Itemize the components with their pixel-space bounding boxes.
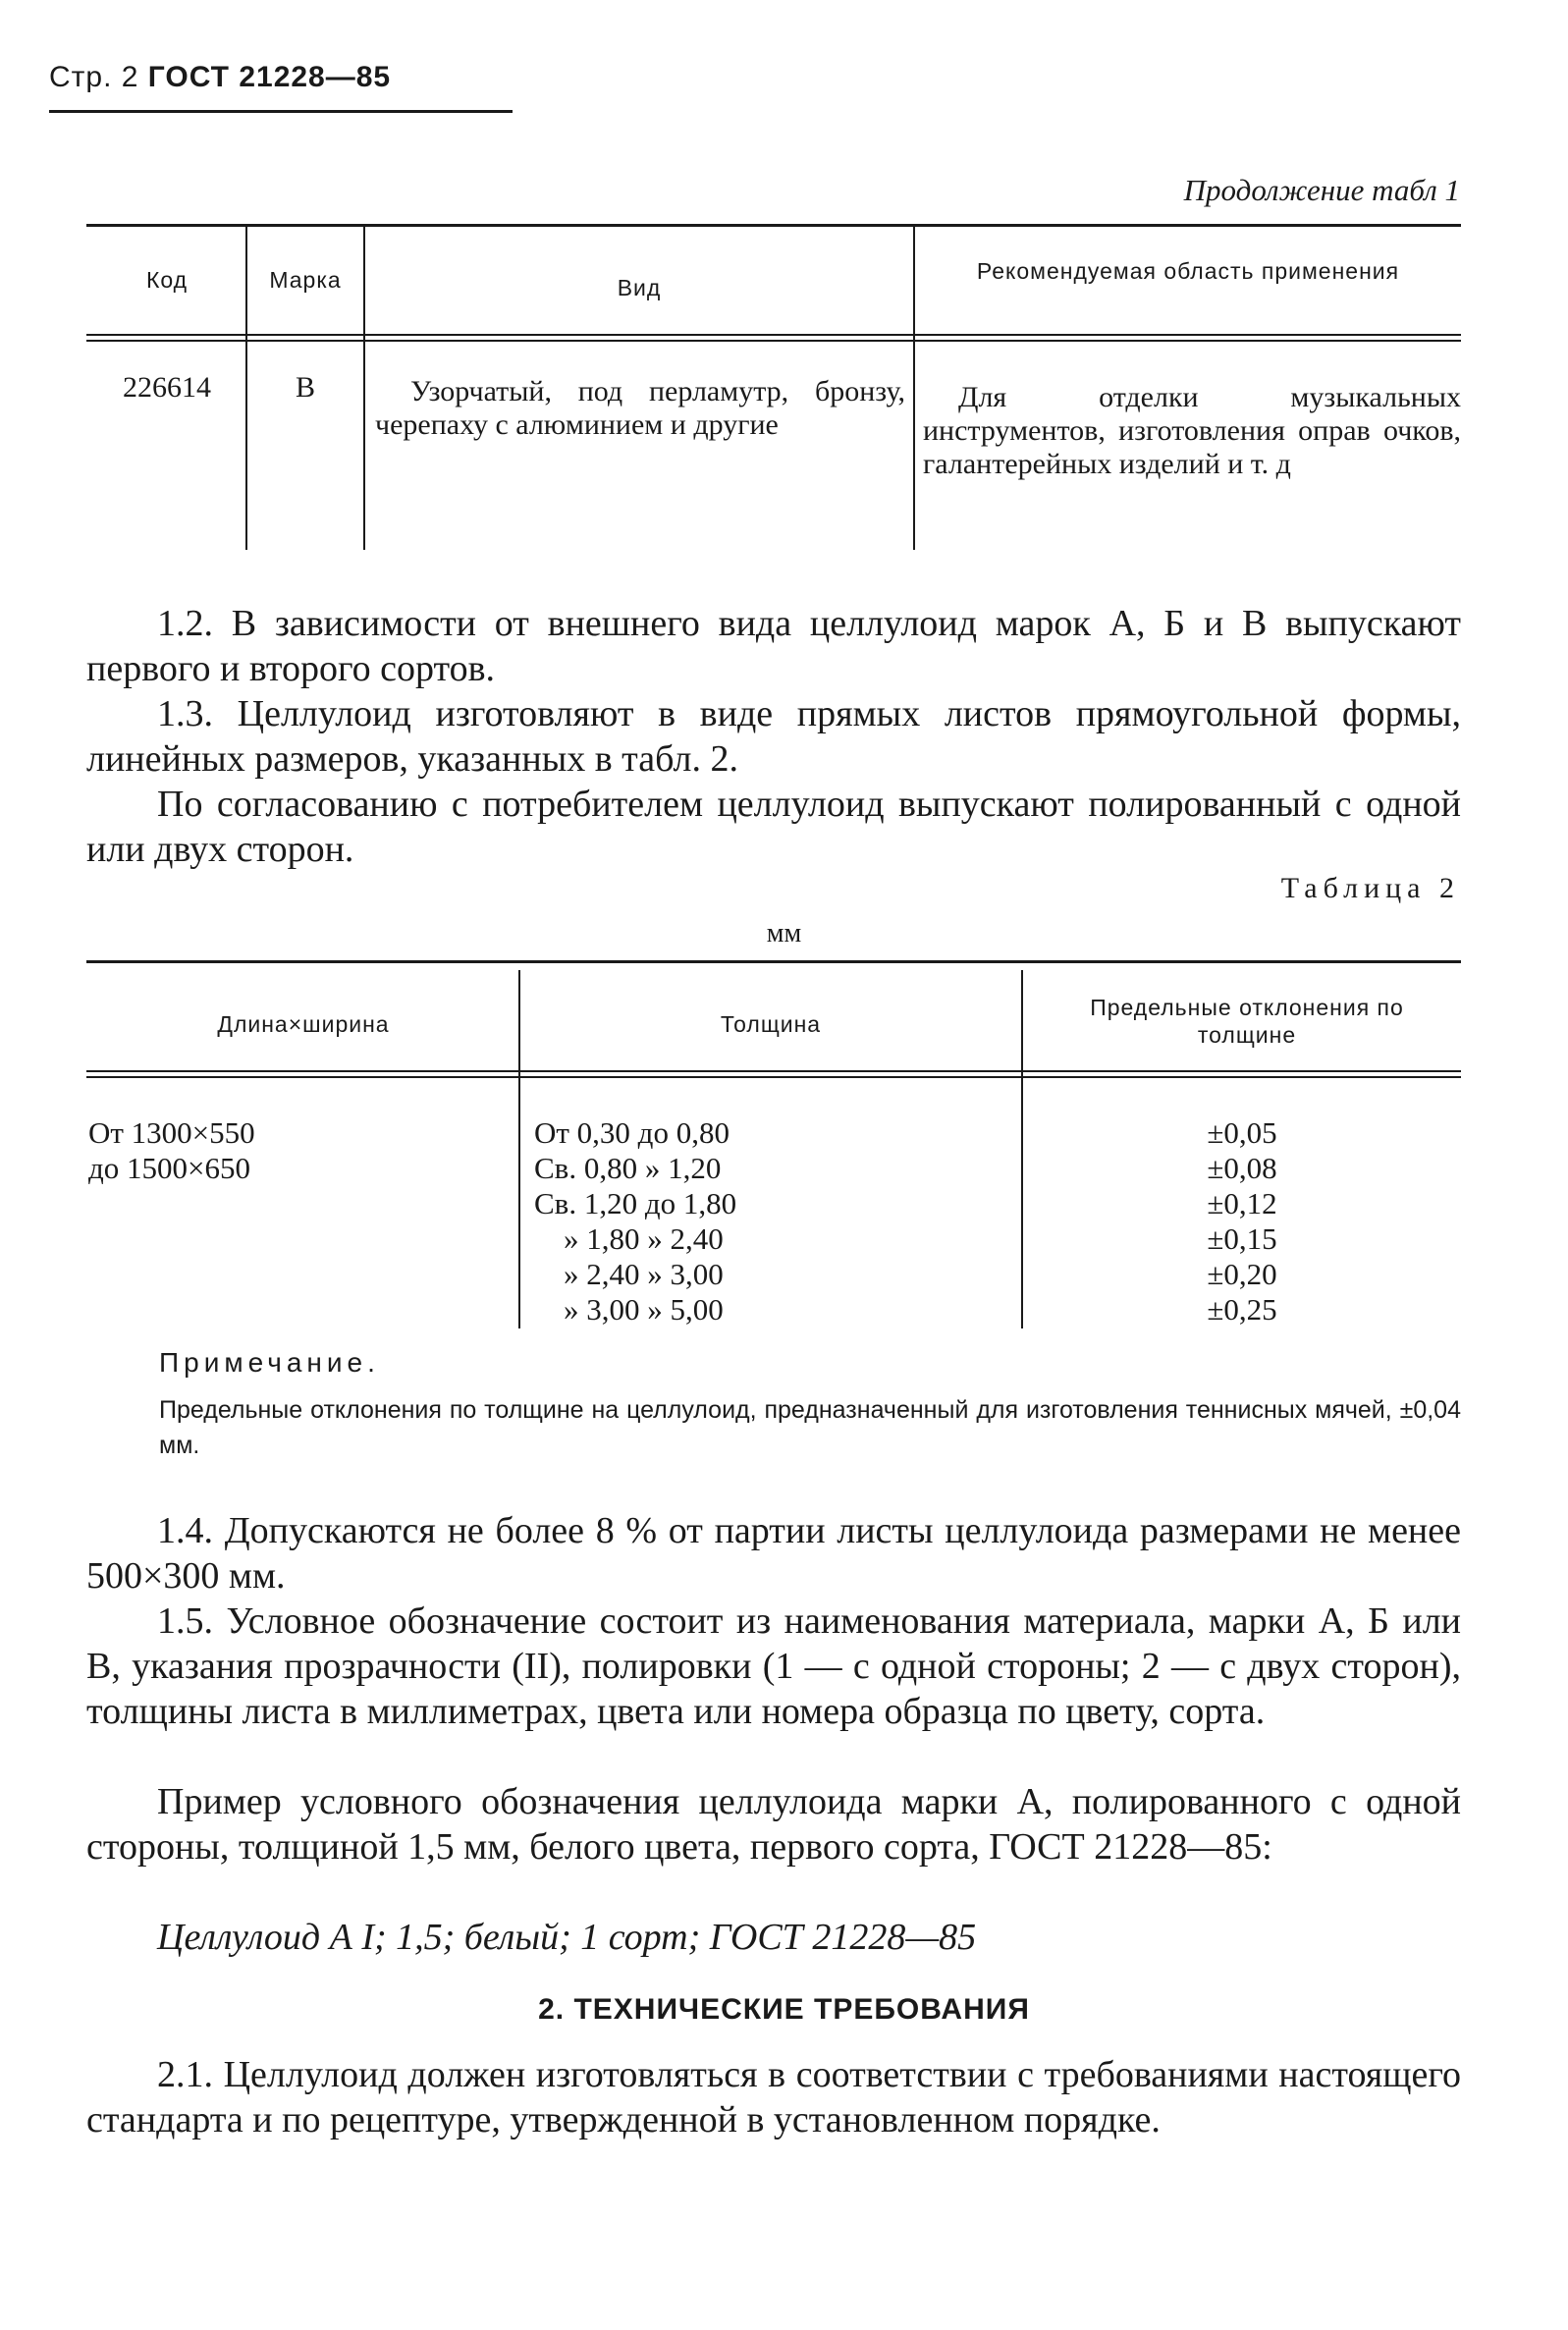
page-header — [49, 61, 391, 94]
table1-cell-code: 226614 — [123, 371, 211, 404]
table1-cell-grade: В — [295, 371, 315, 404]
designation-sample: Целлулоид А I; 1,5; белый; 1 сорт; ГОСТ 21228—85 — [157, 1917, 977, 1958]
table1-top-rule — [86, 224, 1461, 227]
paragraph-1-2: 1.2. В зависимости от внешнего вида целлулоид марок А, Б и В выпускают первого и второго сортов. — [86, 603, 1461, 689]
table2-col-tolerance: Предельные отклонения по толщине — [1090, 995, 1404, 1048]
table2-thickness-column — [534, 1115, 829, 1328]
table2-unit: мм — [766, 918, 802, 948]
table2-tolerance-row: ±0,08 — [1207, 1151, 1277, 1185]
table2-caption: Таблица 2 — [1280, 872, 1460, 904]
table2-tolerance-row: ±0,15 — [1207, 1221, 1277, 1256]
table2-thickness-row: Св. 0,80 » 1,20 — [534, 1151, 722, 1185]
table1-col-application: Рекомендуемая область применения — [976, 258, 1400, 284]
table1-col-grade: Марка — [269, 267, 342, 293]
table2-tolerance-row: ±0,25 — [1207, 1292, 1277, 1327]
table2-thickness-row: От 0,30 до 0,80 — [534, 1115, 730, 1150]
table1-col-code: Код — [145, 267, 189, 293]
table2-col-thickness: Толщина — [720, 1011, 822, 1037]
table2-tolerance-row: ±0,12 — [1207, 1186, 1277, 1220]
table2-size-cell — [88, 1115, 501, 1186]
table2-tolerance-row: ±0,20 — [1207, 1257, 1277, 1291]
paragraph-1-5: 1.5. Условное обозначение состоит из наименования материала, марки А, Б или В, указания прозрачности (II), полировки (1 — с одной стороны; 2 — с двух сторон), толщины листа в миллиметрах, цвета или номера образца по цвету, сорта. — [86, 1600, 1461, 1732]
table2-size-line: до 1500×650 — [88, 1151, 251, 1185]
note-text: Предельные отклонения по толщине на целлулоид, предназначенный для изготовления теннисных мячей, ±0,04 мм. — [159, 1396, 1461, 1459]
paragraph-1-3-polish: По согласованию с потребителем целлулоид выпускают полированный с одной или двух сторон. — [86, 784, 1461, 870]
table1-header-rule — [86, 334, 1461, 336]
table2-size-line: От 1300×550 — [88, 1115, 255, 1150]
table2-tolerance-row: ±0,05 — [1207, 1115, 1277, 1150]
table1-cell-application: Для отделки музыкальных инструментов, изготовления оправ очков, галантерейных изделий и т. д — [923, 381, 1461, 480]
header-rule — [49, 110, 513, 113]
paragraph-1-4: 1.4. Допускаются не более 8 % от партии листы целлулоида размерами не менее 500×300 мм. — [86, 1510, 1461, 1597]
table2-thickness-row: » 1,80 » 2,40 — [564, 1221, 724, 1256]
table2-header-rule — [86, 1070, 1461, 1072]
table2-header-rule-2 — [86, 1076, 1461, 1078]
table1-vline-3 — [913, 226, 915, 550]
table1-header-rule-2 — [86, 340, 1461, 342]
section-2-title: 2. ТЕХНИЧЕСКИЕ ТРЕБОВАНИЯ — [538, 1993, 1030, 2026]
table2-thickness-row: » 2,40 » 3,00 — [564, 1257, 724, 1291]
table2-col-size: Длина×ширина — [217, 1011, 390, 1037]
table1-col-kind: Вид — [617, 275, 662, 300]
table2-tolerance-column — [1023, 1115, 1461, 1328]
table2-thickness-row: » 3,00 » 5,00 — [564, 1292, 724, 1327]
standard-number: ГОСТ 21228—85 — [147, 61, 392, 93]
table2-top-rule — [86, 960, 1461, 963]
page-number: Стр. 2 — [49, 61, 139, 93]
table1-cell-kind: Узорчатый, под перламутр, бронзу, черепаху с алюминием и другие — [375, 375, 905, 441]
designation-example: Пример условного обозначения целлулоида марки А, полированного с одной стороны, толщиной 1,5 мм, белого цвета, первого сорта, ГОСТ 21228—85: — [86, 1781, 1461, 1868]
table2-thickness-row: Св. 1,20 до 1,80 — [534, 1186, 737, 1220]
table1-continuation: Продолжение табл 1 — [1183, 173, 1460, 207]
paragraph-1-3: 1.3. Целлулоид изготовляют в виде прямых листов прямоугольной формы, линейных размеров, указанных в табл. 2. — [86, 693, 1461, 780]
note-title: Примечание. — [159, 1347, 380, 1378]
paragraph-2-1: 2.1. Целлулоид должен изготовляться в соответствии с требованиями настоящего стандарта и по рецептуре, утвержденной в установленном порядке. — [86, 2054, 1461, 2140]
